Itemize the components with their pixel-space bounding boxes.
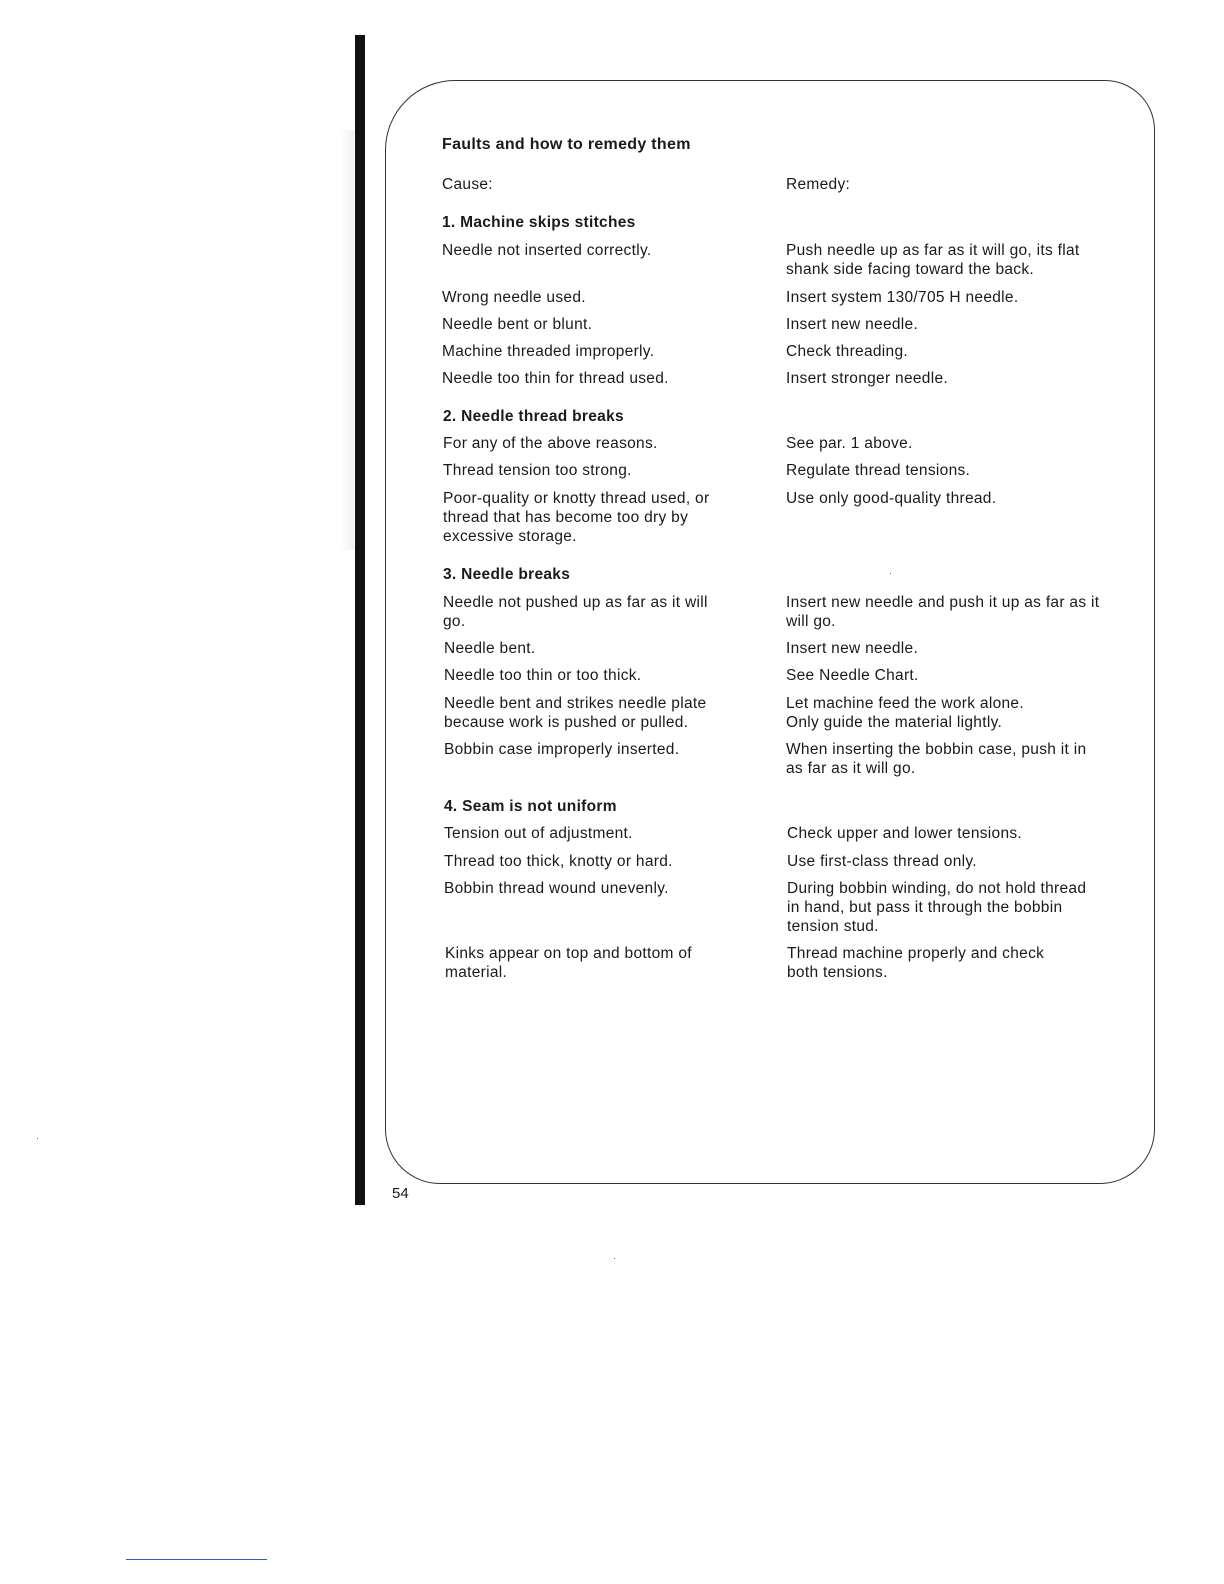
section-4-remedy-1: Check upper and lower tensions. (787, 825, 1023, 842)
section-1-cause-1: Needle not inserted correctly. (442, 242, 652, 259)
scan-speck (890, 573, 891, 574)
section-3-cause-4: Needle bent and strikes needle plate because work is pushed or pulled. (444, 695, 707, 731)
footer-rule (126, 1559, 267, 1560)
section-1-remedy-3: Insert new needle. (786, 316, 919, 333)
section-4-remedy-2: Use first-class thread only. (787, 853, 977, 870)
section-4-heading: 4. Seam is not uniform (444, 798, 617, 815)
section-2-cause-1: For any of the above reasons. (443, 435, 658, 452)
cause-column-header: Cause: (442, 176, 493, 193)
section-1-cause-2: Wrong needle used. (442, 289, 586, 306)
section-4-cause-4: Kinks appear on top and bottom of material. (445, 945, 692, 981)
section-1-remedy-1: Push needle up as far as it will go, its flat shank side facing toward the back. (786, 242, 1080, 278)
section-3-remedy-4: Let machine feed the work alone. Only guide the material lightly. (786, 695, 1024, 731)
section-2-heading: 2. Needle thread breaks (443, 408, 624, 425)
section-1-heading: 1. Machine skips stitches (442, 214, 636, 231)
page-title: Faults and how to remedy them (442, 136, 691, 153)
section-2-cause-3: Poor-quality or knotty thread used, or thread that has become too dry by excessive storage. (443, 490, 710, 545)
section-1-remedy-5: Insert stronger needle. (786, 370, 948, 387)
section-1-remedy-4: Check threading. (786, 343, 908, 360)
section-3-remedy-5: When inserting the bobbin case, push it in as far as it will go. (786, 741, 1087, 777)
section-3-remedy-2: Insert new needle. (786, 640, 919, 657)
page-number: 54 (392, 1185, 409, 1202)
section-2-remedy-2: Regulate thread tensions. (786, 462, 971, 479)
section-1-cause-4: Machine threaded improperly. (442, 343, 655, 360)
section-2-remedy-3: Use only good-quality thread. (786, 490, 997, 507)
section-3-cause-3: Needle too thin or too thick. (444, 667, 642, 684)
section-4-remedy-3: During bobbin winding, do not hold thread in hand, but pass it through the bobbin tension stud. (787, 880, 1087, 935)
section-4-cause-1: Tension out of adjustment. (444, 825, 633, 842)
section-3-heading: 3. Needle breaks (443, 566, 571, 583)
section-3-cause-5: Bobbin case improperly inserted. (444, 741, 680, 758)
remedy-column-header: Remedy: (786, 176, 851, 193)
section-3-cause-1: Needle not pushed up as far as it will go. (443, 594, 708, 630)
section-4-cause-2: Thread too thick, knotty or hard. (444, 853, 673, 870)
section-1-cause-3: Needle bent or blunt. (442, 316, 593, 333)
section-4-cause-3: Bobbin thread wound unevenly. (444, 880, 669, 897)
section-1-remedy-2: Insert system 130/705 H needle. (786, 289, 1019, 306)
section-3-cause-2: Needle bent. (444, 640, 536, 657)
section-3-remedy-1: Insert new needle and push it up as far as it will go. (786, 594, 1100, 630)
section-4-remedy-4: Thread machine properly and check both tensions. (787, 945, 1045, 981)
scan-speck (37, 1138, 38, 1139)
section-2-remedy-1: See par. 1 above. (786, 435, 913, 452)
section-2-cause-2: Thread tension too strong. (443, 462, 632, 479)
scan-speck (614, 1258, 615, 1259)
section-3-remedy-3: See Needle Chart. (786, 667, 919, 684)
section-1-cause-5: Needle too thin for thread used. (442, 370, 669, 387)
